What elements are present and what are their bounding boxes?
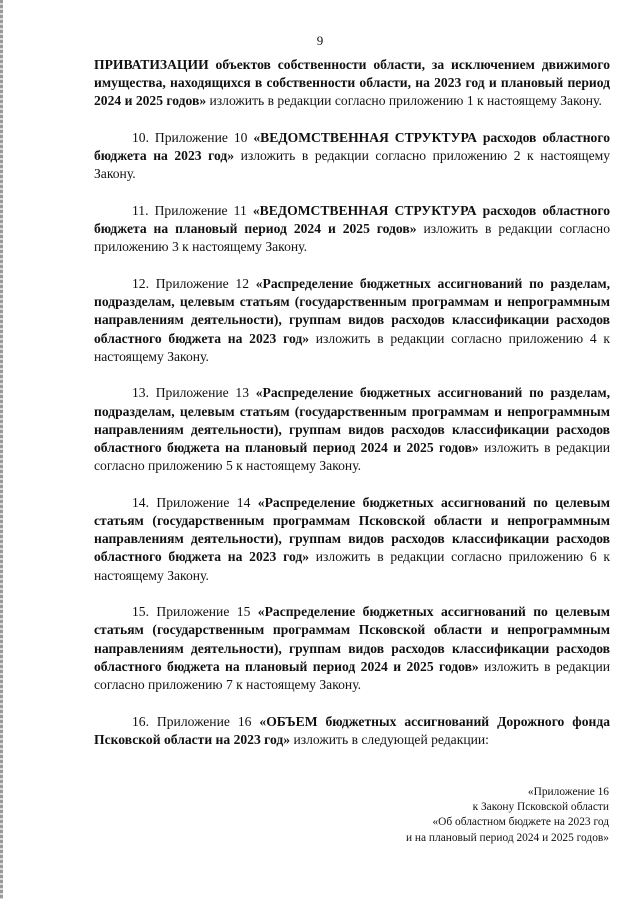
paragraph-text: изложить в редакции согласно приложению 1 к настоящему Закону. — [206, 93, 602, 109]
paragraph-bold-text: «ВЕДОМСТВЕННАЯ СТРУКТУРА расходов областного бюджета на плановый период 2024 и 2025 годов» — [94, 203, 610, 237]
paragraph-bold-text: «Распределение бюджетных ассигнований по целевым статьям (государственным программам Псковской области и непрограммным направлениям деятельности), группам видов расходов классификации расходов областного бюджета на 2023 год» — [94, 494, 610, 565]
paragraph-lead: 12. Приложение 12 — [132, 276, 256, 291]
annex-note-line: «Приложение 16 — [527, 786, 609, 798]
paragraph-text: изложить в редакции согласно приложению 3 к настоящему Закону. — [94, 221, 610, 255]
paragraph-lead: 16. Приложение 16 — [132, 713, 260, 729]
annex-note-line: «Об областном бюджете на 2023 год — [432, 816, 609, 829]
paragraph-lead: 15. Приложение 15 — [132, 604, 258, 620]
scan-left-edge — [0, 0, 3, 899]
annex-header-note — [289, 785, 609, 846]
paragraph-lead: 14. Приложение 14 — [132, 494, 258, 510]
paragraph-text: изложить в редакции согласно приложению 6 к настоящему Закону. — [94, 549, 611, 583]
annex-note-line: и на плановый период 2024 и 2025 годов» — [405, 831, 609, 844]
annex-note-line: к Закону Псковской области — [472, 801, 609, 814]
paragraph-text: изложить в редакции согласно приложению 4 к настоящему Закону. — [94, 330, 611, 364]
paragraph-bold-text: «ОБЪЕМ бюджетных ассигнований Дорожного фонда Псковской области на 2023 год» — [94, 713, 611, 747]
paragraph-item-11 — [94, 202, 610, 257]
paragraph-bold-text: «ВЕДОМСТВЕННАЯ СТРУКТУРА расходов областного бюджета на 2023 год» — [94, 130, 610, 164]
paragraph-text: изложить в следующей редакции: — [290, 731, 489, 747]
paragraph-item-12 — [94, 275, 610, 366]
paragraph-text: изложить в редакции согласно приложению 5 к настоящему Закону. — [94, 440, 610, 474]
paragraph-bold-text: «Распределение бюджетных ассигнований по разделам, подразделам, целевым статьям (государственным программам и непрограммным направлениям деятельности), группам видов расходов классификации расходов областного бюджета на 2023 год» — [94, 276, 610, 346]
paragraph-bold-text: ПРИВАТИЗАЦИИ объектов собственности области, за исключением движимого имущества, находящихся в собственности области, на 2023 год и плановый период 2024 и 2025 годов» — [94, 57, 610, 109]
document-body — [94, 56, 610, 749]
paragraph-continuation — [94, 56, 610, 111]
paragraph-bold-text: «Распределение бюджетных ассигнований по целевым статьям (государственным программам Псковской области и непрограммным направлениям деятельности), группам видов расходов классификации расходов областного бюджета на плановый период 2024 и 2025 годов» — [94, 604, 610, 674]
paragraph-bold-text: «Распределение бюджетных ассигнований по разделам, подразделам, целевым статьям (государственным программам и непрограммным направлениям деятельности), группам видов расходов классификации расходов областного бюджета на плановый период 2024 и 2025 годов» — [94, 385, 610, 456]
page-number: 9 — [316, 33, 324, 48]
paragraph-text: изложить в редакции согласно приложению 7 к настоящему Закону. — [94, 658, 610, 693]
paragraph-item-16 — [94, 713, 610, 749]
paragraph-lead: 11. Приложение 11 — [132, 203, 253, 218]
paragraph-item-15 — [94, 603, 610, 694]
paragraph-text: изложить в редакции согласно приложению 2 к настоящему Закону. — [94, 148, 611, 182]
paragraph-item-14 — [94, 494, 610, 585]
paragraph-lead: 13. Приложение 13 — [132, 385, 256, 401]
paragraph-lead: 10. Приложение 10 — [132, 130, 254, 145]
paragraph-item-10 — [94, 129, 610, 184]
paragraph-item-13 — [94, 384, 610, 475]
